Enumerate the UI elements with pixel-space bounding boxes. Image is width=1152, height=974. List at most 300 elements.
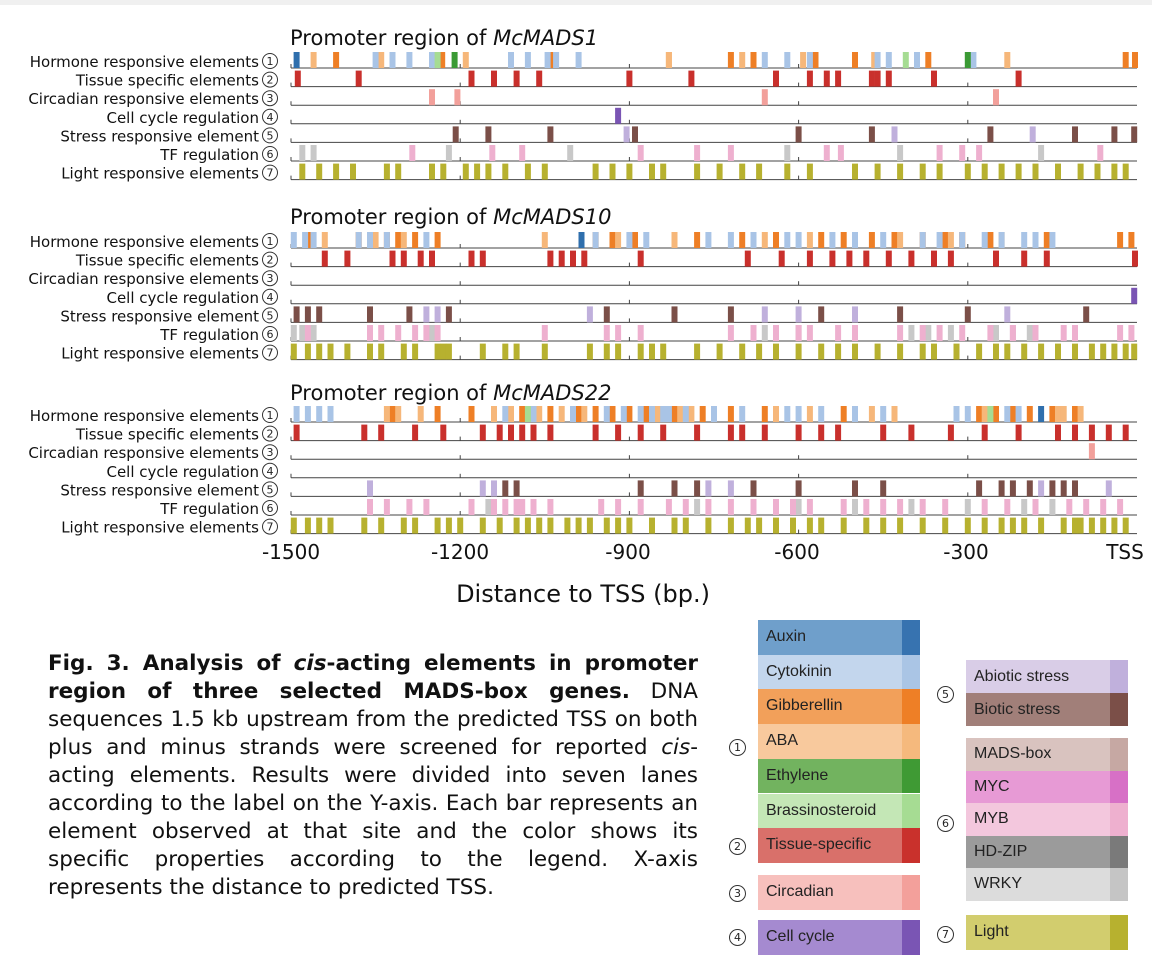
element-bar bbox=[412, 518, 418, 534]
element-bar bbox=[576, 518, 582, 534]
element-bar bbox=[1131, 288, 1137, 304]
element-bar bbox=[869, 126, 875, 142]
element-bar bbox=[514, 518, 520, 534]
lane-label: Hormone responsive elements bbox=[29, 233, 259, 251]
element-bar bbox=[638, 251, 644, 267]
caption-body-2: -acting elements. Results were divided into seven lanes according to the label on the Y-axis. Each bar represents an element observed at that site and the color shows its specific properties according to the legend. X-axis represents the distance to predicted TSS. bbox=[48, 735, 698, 900]
element-bar bbox=[435, 344, 441, 360]
lane-label: Light responsive elements bbox=[61, 518, 259, 537]
element-bar bbox=[660, 406, 666, 422]
legend-item-cell-cycle bbox=[758, 920, 920, 955]
element-bar bbox=[982, 499, 988, 515]
element-bar bbox=[412, 425, 418, 441]
element-bar bbox=[897, 145, 903, 161]
legend-group-number: 5 bbox=[937, 686, 954, 703]
element-bar bbox=[542, 164, 548, 180]
element-bar bbox=[401, 251, 407, 267]
element-bar bbox=[559, 406, 565, 422]
element-bar bbox=[570, 251, 576, 267]
element-bar bbox=[316, 406, 322, 422]
legend-group-number: 3 bbox=[729, 885, 746, 902]
element-bar bbox=[649, 406, 655, 422]
element-bar bbox=[454, 89, 460, 105]
element-bar bbox=[1010, 480, 1016, 496]
element-bar bbox=[519, 499, 525, 515]
lane-label: TF regulation bbox=[160, 326, 259, 344]
element-bar bbox=[489, 145, 495, 161]
element-bar bbox=[1089, 344, 1095, 360]
element-bar bbox=[796, 406, 802, 422]
element-bar bbox=[751, 480, 757, 496]
lane-label: Tissue specific elements bbox=[75, 251, 259, 270]
element-bar bbox=[959, 232, 965, 248]
element-bar bbox=[965, 518, 971, 534]
element-bar bbox=[384, 232, 390, 248]
panel-title-prefix: Promoter region of bbox=[290, 205, 494, 229]
element-bar bbox=[547, 126, 553, 142]
element-bar bbox=[1049, 406, 1055, 422]
element-bar bbox=[547, 406, 553, 422]
element-bar bbox=[1072, 425, 1078, 441]
element-bar bbox=[1089, 425, 1095, 441]
element-bar bbox=[469, 499, 475, 515]
lane-number: 5 bbox=[266, 129, 274, 143]
legend-label: MYC bbox=[974, 777, 1010, 795]
element-bar bbox=[728, 52, 734, 68]
lane-label: Stress responsive element bbox=[60, 307, 259, 326]
element-bar bbox=[1089, 518, 1095, 534]
element-bar bbox=[1083, 499, 1089, 515]
element-bar bbox=[1004, 306, 1010, 322]
element-bar bbox=[610, 406, 616, 422]
element-bar bbox=[796, 325, 802, 341]
element-bar bbox=[897, 518, 903, 534]
element-bar bbox=[948, 251, 954, 267]
element-bar bbox=[576, 406, 582, 422]
legend-label: Ethylene bbox=[766, 766, 829, 784]
element-bar bbox=[993, 325, 999, 341]
caption-title-start: Fig. 3. Analysis of bbox=[48, 651, 294, 676]
legend-color-strip bbox=[1110, 693, 1128, 726]
element-bar bbox=[683, 499, 689, 515]
element-bar bbox=[626, 71, 632, 87]
element-bar bbox=[829, 251, 835, 267]
element-bar bbox=[615, 499, 621, 515]
element-bar bbox=[1100, 518, 1106, 534]
element-bar bbox=[604, 518, 610, 534]
element-bar bbox=[587, 518, 593, 534]
element-bar bbox=[638, 325, 644, 341]
element-bar bbox=[688, 71, 694, 87]
element-bar bbox=[863, 518, 869, 534]
element-bar bbox=[299, 145, 305, 161]
element-bar bbox=[604, 406, 610, 422]
element-bar bbox=[311, 145, 317, 161]
element-bar bbox=[852, 406, 858, 422]
panel-gene-name: McMADS1 bbox=[493, 26, 599, 50]
element-bar bbox=[593, 425, 599, 441]
element-bar bbox=[903, 52, 909, 68]
element-bar bbox=[739, 425, 745, 441]
element-bar bbox=[1095, 164, 1101, 180]
element-bar bbox=[367, 344, 373, 360]
lane-number: 2 bbox=[266, 427, 274, 441]
element-bar bbox=[547, 425, 553, 441]
element-bar bbox=[959, 145, 965, 161]
element-bar bbox=[615, 425, 621, 441]
element-bar bbox=[604, 306, 610, 322]
element-bar bbox=[1038, 145, 1044, 161]
element-bar bbox=[294, 52, 300, 68]
lane-number: 2 bbox=[266, 253, 274, 267]
element-bar bbox=[1132, 52, 1138, 68]
lane-number: 3 bbox=[266, 272, 274, 286]
element-bar bbox=[604, 344, 610, 360]
element-bar bbox=[1131, 344, 1137, 360]
element-bar bbox=[948, 232, 954, 248]
lane-number: 4 bbox=[266, 464, 274, 478]
element-bar bbox=[824, 71, 830, 87]
legend-item-aba bbox=[758, 724, 920, 759]
element-bar bbox=[784, 164, 790, 180]
element-bar bbox=[773, 518, 779, 534]
element-bar bbox=[1044, 232, 1050, 248]
element-bar bbox=[779, 251, 785, 267]
element-bar bbox=[412, 232, 418, 248]
element-bar bbox=[1072, 480, 1078, 496]
element-bar bbox=[322, 251, 328, 267]
lane-number: 3 bbox=[266, 92, 274, 106]
caption-body-1: DNA sequences 1.5 kb upstream from the predicted TSS on both plus and minus strands were screened for reported bbox=[48, 679, 699, 760]
element-bar bbox=[852, 232, 858, 248]
element-bar bbox=[615, 325, 621, 341]
element-bar bbox=[547, 518, 553, 534]
element-bar bbox=[295, 71, 301, 87]
element-bar bbox=[869, 71, 875, 87]
element-bar bbox=[1004, 406, 1010, 422]
x-tick-label: -1500 bbox=[261, 540, 321, 564]
element-bar bbox=[453, 126, 459, 142]
element-bar bbox=[773, 71, 779, 87]
element-bar bbox=[807, 232, 813, 248]
element-bar bbox=[965, 306, 971, 322]
lane-label: Light responsive elements bbox=[61, 164, 259, 183]
element-bar bbox=[1010, 518, 1016, 534]
element-bar bbox=[316, 344, 322, 360]
element-bar bbox=[762, 306, 768, 322]
element-bar bbox=[587, 344, 593, 360]
element-bar bbox=[1078, 164, 1084, 180]
element-bar bbox=[976, 344, 982, 360]
element-bar bbox=[807, 518, 813, 534]
element-bar bbox=[660, 425, 666, 441]
element-bar bbox=[1049, 232, 1055, 248]
lane-number: 3 bbox=[266, 446, 274, 460]
element-bar bbox=[624, 126, 630, 142]
element-bar bbox=[406, 499, 412, 515]
legend-color-strip bbox=[902, 920, 920, 955]
element-bar bbox=[1010, 406, 1016, 422]
lane-label: Circadian responsive elements bbox=[28, 90, 259, 109]
element-bar bbox=[643, 232, 649, 248]
element-bar bbox=[683, 406, 689, 422]
legend-color-strip bbox=[902, 724, 920, 759]
x-tick-label: -300 bbox=[943, 540, 989, 564]
element-bar bbox=[728, 499, 734, 515]
element-bar bbox=[491, 406, 497, 422]
element-bar bbox=[920, 164, 926, 180]
element-bar bbox=[914, 52, 920, 68]
element-bar bbox=[835, 325, 841, 341]
element-bar bbox=[745, 518, 751, 534]
lane-number: 1 bbox=[266, 55, 274, 68]
element-bar bbox=[835, 344, 841, 360]
element-bar bbox=[1055, 425, 1061, 441]
element-bar bbox=[818, 425, 824, 441]
element-bar bbox=[982, 164, 988, 180]
element-bar bbox=[728, 480, 734, 496]
element-bar bbox=[367, 480, 373, 496]
lane-number: 6 bbox=[266, 502, 274, 515]
element-bar bbox=[423, 499, 429, 515]
element-bar bbox=[892, 232, 898, 248]
element-bar bbox=[762, 89, 768, 105]
element-bar bbox=[931, 251, 937, 267]
element-bar bbox=[547, 499, 553, 515]
legend-item-abiotic-stress bbox=[966, 660, 1128, 693]
element-bar bbox=[965, 499, 971, 515]
element-bar bbox=[480, 480, 486, 496]
element-bar bbox=[745, 251, 751, 267]
element-bar bbox=[796, 306, 802, 322]
legend-label: Biotic stress bbox=[974, 701, 1061, 718]
lane-label: Tissue specific elements bbox=[75, 425, 259, 444]
element-bar bbox=[880, 499, 886, 515]
legend-color-strip bbox=[1110, 836, 1128, 869]
element-bar bbox=[807, 406, 813, 422]
element-bar bbox=[502, 499, 508, 515]
element-bar bbox=[993, 344, 999, 360]
element-bar bbox=[841, 499, 847, 515]
element-bar bbox=[514, 480, 520, 496]
element-bar bbox=[728, 306, 734, 322]
element-bar bbox=[409, 145, 415, 161]
panel-title-prefix: Promoter region of bbox=[290, 381, 494, 405]
element-bar bbox=[638, 145, 644, 161]
element-bar bbox=[773, 232, 779, 248]
element-bar bbox=[751, 499, 757, 515]
element-bar bbox=[948, 425, 954, 441]
element-bar bbox=[361, 425, 367, 441]
legend-color-strip bbox=[1110, 660, 1128, 693]
legend-label: Abiotic stress bbox=[974, 668, 1070, 685]
lane-label: TF regulation bbox=[160, 500, 259, 518]
element-bar bbox=[751, 325, 757, 341]
lane-number: 7 bbox=[266, 166, 274, 180]
element-bar bbox=[841, 518, 847, 534]
element-bar bbox=[875, 164, 881, 180]
legend-item-light bbox=[966, 915, 1128, 950]
x-tick-label: TSS bbox=[1106, 540, 1144, 564]
element-bar bbox=[649, 518, 655, 534]
element-bar bbox=[1072, 406, 1078, 422]
element-bar bbox=[677, 406, 683, 422]
element-bar bbox=[1106, 425, 1112, 441]
element-bar bbox=[705, 480, 711, 496]
element-bar bbox=[987, 126, 993, 142]
element-bar bbox=[463, 52, 469, 68]
legend-label: Gibberellin bbox=[766, 697, 843, 715]
legend-item-wrky bbox=[966, 868, 1128, 901]
element-bar bbox=[818, 518, 824, 534]
element-bar bbox=[739, 52, 745, 68]
element-bar bbox=[1078, 518, 1084, 534]
element-bar bbox=[1111, 344, 1117, 360]
element-bar bbox=[976, 145, 982, 161]
element-bar bbox=[818, 232, 824, 248]
lane-label: TF regulation bbox=[160, 146, 259, 164]
element-bar bbox=[356, 232, 362, 248]
element-bar bbox=[796, 126, 802, 142]
element-bar bbox=[497, 425, 503, 441]
element-bar bbox=[1038, 344, 1044, 360]
lane-label: Light responsive elements bbox=[61, 344, 259, 363]
element-bar bbox=[502, 406, 508, 422]
element-bar bbox=[1055, 164, 1061, 180]
element-bar bbox=[897, 325, 903, 341]
element-bar bbox=[463, 164, 469, 180]
element-bar bbox=[305, 306, 311, 322]
legend-item-mads-box bbox=[966, 738, 1128, 771]
element-bar bbox=[440, 164, 446, 180]
element-bar bbox=[1027, 325, 1033, 341]
element-bar bbox=[1021, 344, 1027, 360]
element-bar bbox=[880, 480, 886, 496]
element-bar bbox=[536, 518, 542, 534]
element-bar bbox=[485, 164, 491, 180]
element-bar bbox=[643, 406, 649, 422]
element-bar bbox=[688, 406, 694, 422]
element-bar bbox=[446, 518, 452, 534]
legend-group-number: 1 bbox=[729, 739, 746, 756]
element-bar bbox=[542, 344, 548, 360]
element-bar bbox=[807, 251, 813, 267]
legend-item-cytokinin bbox=[758, 655, 920, 690]
element-bar bbox=[728, 145, 734, 161]
element-bar bbox=[937, 164, 943, 180]
element-bar bbox=[491, 71, 497, 87]
element-bar bbox=[993, 251, 999, 267]
element-bar bbox=[728, 518, 734, 534]
element-bar bbox=[762, 325, 768, 341]
element-bar bbox=[1128, 232, 1134, 248]
element-bar bbox=[1055, 344, 1061, 360]
element-bar bbox=[762, 406, 768, 422]
element-bar bbox=[384, 406, 390, 422]
element-bar bbox=[863, 251, 869, 267]
legend-group-number: 2 bbox=[729, 838, 746, 855]
element-bar bbox=[1111, 164, 1117, 180]
legend-label: MADS-box bbox=[974, 745, 1052, 762]
element-bar bbox=[435, 232, 441, 248]
legend-color-strip bbox=[902, 875, 920, 910]
lane-label: Circadian responsive elements bbox=[28, 270, 259, 289]
element-bar bbox=[525, 406, 531, 422]
element-bar bbox=[367, 232, 373, 248]
element-bar bbox=[395, 232, 401, 248]
element-bar bbox=[852, 306, 858, 322]
element-bar bbox=[1072, 126, 1078, 142]
element-bar bbox=[610, 232, 616, 248]
element-bar bbox=[333, 52, 339, 68]
element-bar bbox=[514, 344, 520, 360]
element-bar bbox=[378, 425, 384, 441]
lane-number: 7 bbox=[266, 346, 274, 360]
element-bar bbox=[1027, 406, 1033, 422]
element-bar bbox=[429, 325, 435, 341]
element-bar bbox=[886, 251, 892, 267]
element-bar bbox=[846, 251, 852, 267]
element-bar bbox=[897, 164, 903, 180]
element-bar bbox=[480, 251, 486, 267]
element-bar bbox=[384, 164, 390, 180]
element-bar bbox=[1072, 325, 1078, 341]
lane-number: 4 bbox=[266, 110, 274, 124]
element-bar bbox=[316, 518, 322, 534]
element-bar bbox=[390, 52, 396, 68]
element-bar bbox=[553, 52, 559, 68]
element-bar bbox=[401, 344, 407, 360]
element-bar bbox=[694, 480, 700, 496]
element-bar bbox=[615, 108, 621, 124]
element-bar bbox=[818, 306, 824, 322]
element-bar bbox=[728, 425, 734, 441]
element-bar bbox=[1016, 71, 1022, 87]
element-bar bbox=[311, 52, 317, 68]
element-bar bbox=[1072, 518, 1078, 534]
element-bar bbox=[920, 325, 926, 341]
element-bar bbox=[1111, 126, 1117, 142]
element-bar bbox=[564, 518, 570, 534]
element-bar bbox=[322, 232, 328, 248]
element-bar bbox=[925, 52, 931, 68]
element-bar bbox=[694, 232, 700, 248]
element-bar bbox=[542, 325, 548, 341]
legend-label: ABA bbox=[766, 732, 799, 750]
element-bar bbox=[435, 518, 441, 534]
lane-label: Hormone responsive elements bbox=[29, 53, 259, 71]
legend-label: Cell cycle bbox=[766, 928, 835, 945]
element-bar bbox=[1021, 232, 1027, 248]
element-bar bbox=[649, 344, 655, 360]
element-bar bbox=[545, 52, 551, 68]
element-bar bbox=[446, 145, 452, 161]
element-bar bbox=[1061, 325, 1067, 341]
element-bar bbox=[373, 52, 379, 68]
element-bar bbox=[982, 518, 988, 534]
element-bar bbox=[333, 164, 339, 180]
element-bar bbox=[1030, 126, 1036, 142]
element-bar bbox=[311, 232, 317, 248]
element-bar bbox=[638, 425, 644, 441]
element-bar bbox=[800, 52, 806, 68]
element-bar bbox=[751, 52, 757, 68]
element-bar bbox=[756, 518, 762, 534]
element-bar bbox=[1123, 518, 1129, 534]
legend-item-hd-zip bbox=[966, 836, 1128, 869]
lane-label: Stress responsive element bbox=[60, 127, 259, 146]
element-bar bbox=[350, 164, 356, 180]
